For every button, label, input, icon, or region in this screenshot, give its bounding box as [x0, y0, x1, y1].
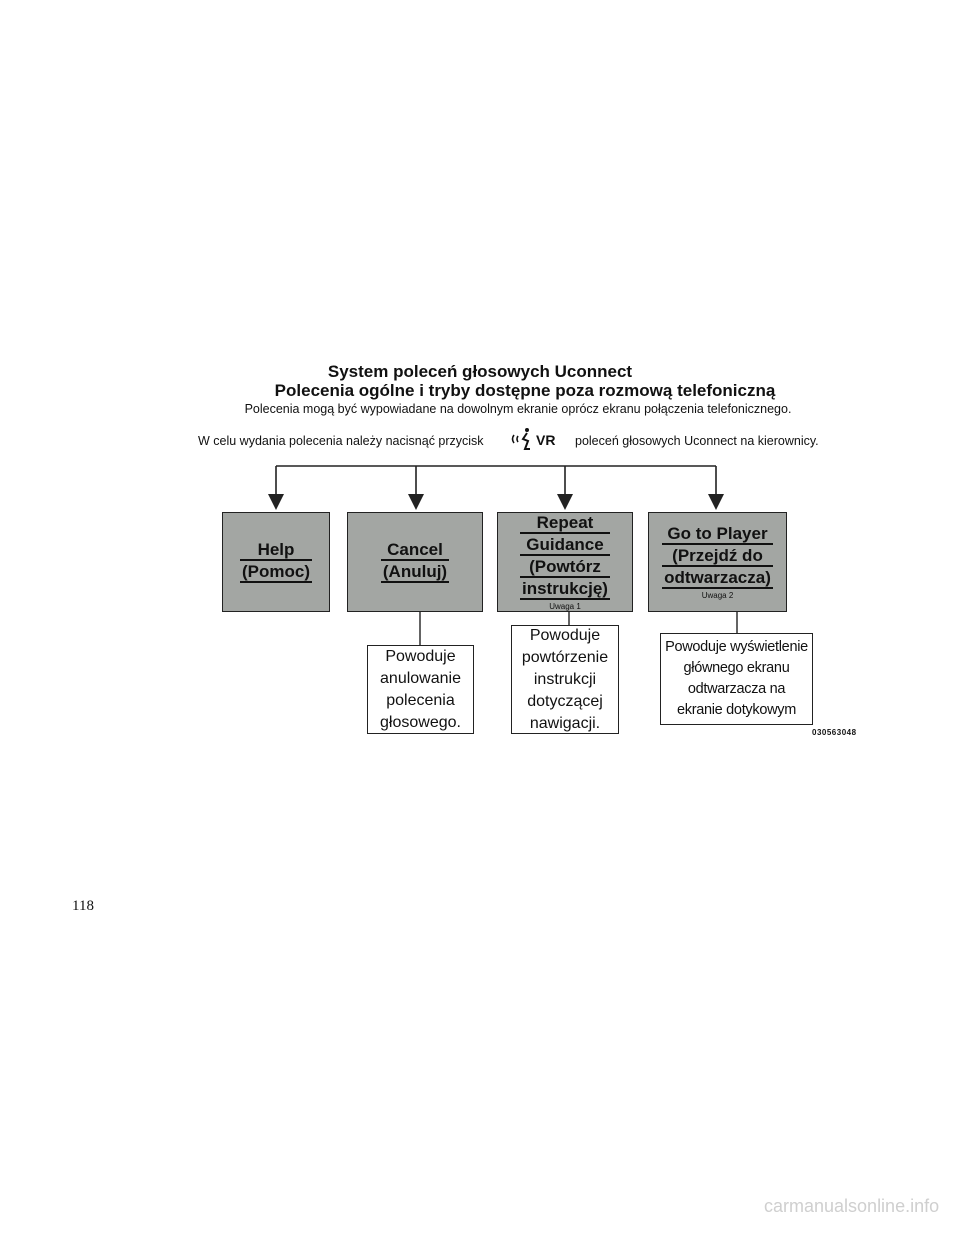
command-go-to-player [648, 512, 787, 612]
description-cancel-line: Powoduje [385, 647, 456, 665]
command-repeat-line-2: Guidance [520, 535, 610, 556]
command-repeat-line-1: Repeat [520, 513, 610, 534]
instruction-text-after: poleceń głosowych Uconnect na kierownicy. [575, 434, 819, 448]
command-player-line-2: (Przejdź do [662, 546, 773, 567]
site-watermark: carmanualsonline.info [764, 1196, 940, 1216]
vr-button-label: VR [536, 432, 556, 448]
description-cancel [367, 645, 474, 734]
command-player-line-1: Go to Player [662, 524, 773, 545]
description-repeat-line: instrukcji [533, 670, 597, 688]
command-player-note: Uwaga 2 [701, 591, 734, 600]
diagram-subtitle: Polecenia ogólne i tryby dostępne poza rozmową telefoniczną [274, 381, 776, 400]
description-cancel-line: polecenia [386, 691, 455, 709]
description-player-line: odtwarzacza na [687, 681, 786, 697]
description-player-line: głównego ekranu [683, 660, 790, 676]
command-repeat-guidance [497, 512, 633, 612]
command-repeat-line-4: instrukcję) [522, 579, 608, 598]
command-help-line-1: Help [240, 540, 312, 561]
command-cancel-line-2: (Anuluj) [382, 562, 448, 581]
description-player-line: Powoduje wyświetlenie [665, 639, 808, 655]
command-help-line-2: (Pomoc) [242, 562, 310, 581]
command-cancel [347, 512, 483, 612]
command-cancel-line-1: Cancel [381, 540, 449, 561]
description-repeat-line: nawigacji. [529, 714, 601, 732]
description-cancel-line: głosowego. [380, 713, 461, 731]
description-repeat-line: Powoduje [529, 626, 601, 644]
description-cancel-line: anulowanie [380, 669, 461, 687]
description-repeat-line: powtórzenie [521, 648, 609, 666]
instruction-text-before: W celu wydania polecenia należy nacisnąć przycisk [198, 434, 484, 448]
description-repeat-line: dotyczącej [527, 692, 603, 710]
command-player-line-3: odtwarzacza) [664, 568, 771, 587]
description-go-to-player [660, 633, 813, 725]
command-repeat-note: Uwaga 1 [549, 602, 581, 611]
diagram-title: System poleceń głosowych Uconnect [327, 362, 633, 381]
command-repeat-line-3: (Powtórz [520, 557, 610, 578]
description-player-line: ekranie dotykowym [676, 702, 796, 718]
diagram-description: Polecenia mogą być wypowiadane na dowolnym ekranie oprócz ekranu połączenia telefonicznego. [244, 402, 792, 416]
description-repeat-guidance [511, 625, 619, 734]
command-help [222, 512, 330, 612]
figure-code: 030563048 [812, 728, 857, 737]
page-number: 118 [72, 898, 94, 914]
